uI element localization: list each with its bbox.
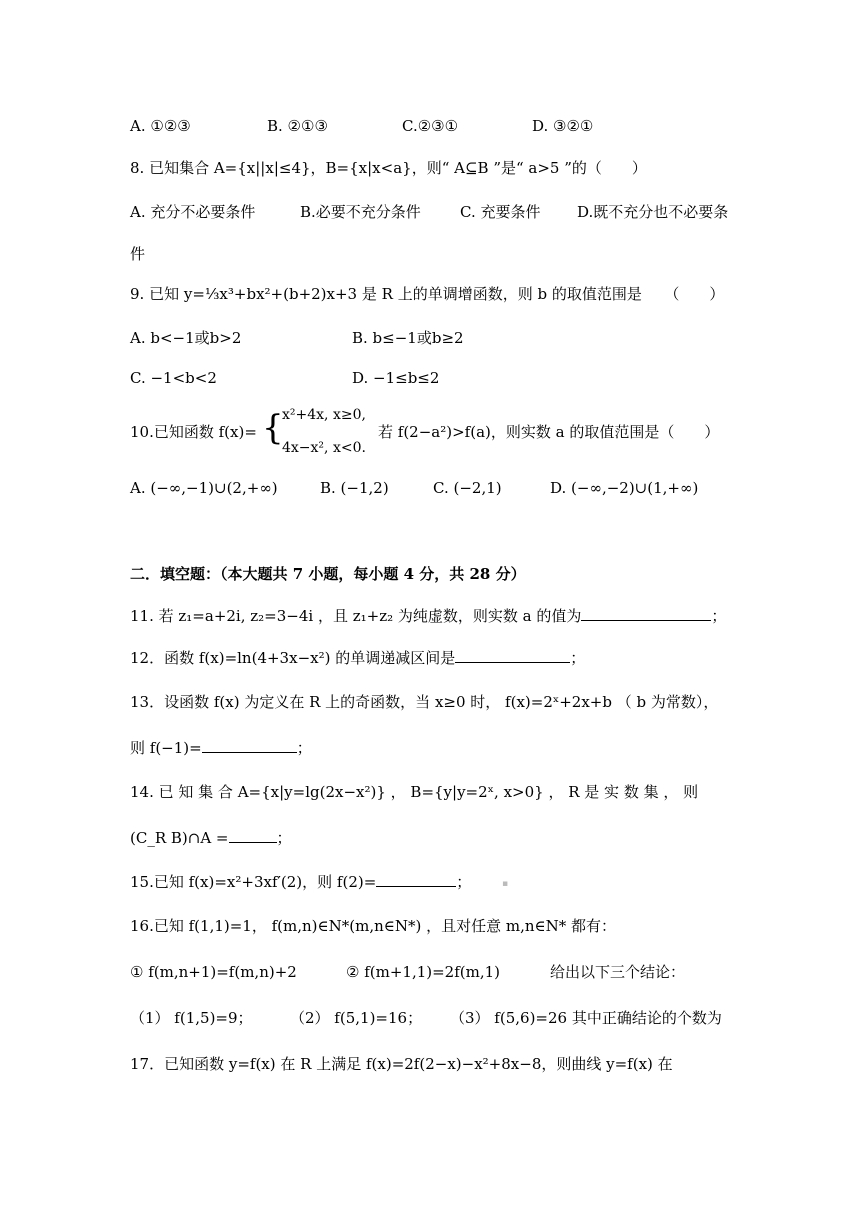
q16-line-1: 16.已知 f(1,1)=1， f(m,n)∈N*(m,n∈N*) ，且对任意 m,n∈N* 都有： bbox=[130, 917, 617, 935]
q9-stem: 9. 已知 y=⅓x³+bx²+(b+2)x+3 是 R 上的单调增函数，则 b 的取值范围是 （ ） bbox=[130, 285, 725, 303]
q15-answer-blank[interactable] bbox=[376, 870, 456, 887]
q14-line-1: 14. 已 知 集 合 A={x|y=lg(2x−x²)} ， B={y|y=2ˣ, x>0} ， R 是 实 数 集 ， 则 bbox=[130, 783, 699, 801]
q15 bbox=[130, 870, 471, 894]
q15-text: 15.已知 f(x)=x²+3xf′(2)，则 f(2)= bbox=[130, 873, 377, 891]
q10-prefix: 10.已知函数 f(x)= bbox=[130, 423, 257, 441]
q14-line-2 bbox=[130, 826, 292, 850]
q14-end: ； bbox=[276, 829, 292, 847]
q11 bbox=[130, 604, 726, 628]
q10-case-2: 4x−x², x<0. bbox=[282, 440, 366, 456]
q16-condition-2: ② f(m+1,1)=2f(m,1) bbox=[346, 963, 501, 981]
q13-line-1: 13．设函数 f(x) 为定义在 R 上的奇函数，当 x≥0 时， f(x)=2ˣ+2x+b （ b 为常数）， bbox=[130, 693, 719, 711]
q10-option-a: A. (−∞,−1)∪(2,+∞) bbox=[130, 479, 278, 497]
q8-option-a: A. 充分不必要条件 bbox=[130, 203, 256, 221]
q13-end: ； bbox=[296, 739, 312, 757]
q8-option-c: C. 充要条件 bbox=[460, 203, 541, 221]
q16-conclusion-2: （2） f(5,1)=16； bbox=[290, 1009, 423, 1027]
q17-line-1: 17．已知函数 y=f(x) 在 R 上满足 f(x)=2f(2−x)−x²+8x−8，则曲线 y=f(x) 在 bbox=[130, 1055, 673, 1073]
q11-answer-blank[interactable] bbox=[581, 604, 711, 621]
q7-option-b: B. ②①③ bbox=[267, 117, 328, 135]
q16-conclusion-3: （3） f(5,6)=26 其中正确结论的个数为 bbox=[450, 1009, 722, 1027]
q10-option-c: C. (−2,1) bbox=[433, 479, 502, 497]
q13-text: 则 f(−1)= bbox=[130, 739, 202, 757]
q10-case-1: x²+4x, x≥0, bbox=[282, 407, 366, 423]
q10-option-b: B. (−1,2) bbox=[320, 479, 389, 497]
q12-text: 12．函数 f(x)=ln(4+3x−x²) 的单调递减区间是 bbox=[130, 649, 456, 667]
q16-condition-1: ① f(m,n+1)=f(m,n)+2 bbox=[130, 963, 297, 981]
section-2-title: 二．填空题：（本大题共 7 小题，每小题 4 分，共 28 分） bbox=[130, 565, 526, 583]
q8-option-b: B.必要不充分条件 bbox=[300, 203, 421, 221]
q12-end: ； bbox=[570, 649, 586, 667]
q11-end: ； bbox=[711, 607, 727, 625]
q8-option-d-continued: 件 bbox=[130, 245, 146, 263]
q9-option-a: A. b<−1或b>2 bbox=[130, 329, 242, 347]
q13-answer-blank[interactable] bbox=[202, 736, 297, 753]
q10-brace: { bbox=[262, 408, 284, 448]
q8-option-d: D.既不充分也不必要条 bbox=[577, 203, 729, 221]
stray-mark: ▪ bbox=[502, 879, 509, 889]
q7-option-d: D. ③②① bbox=[532, 117, 594, 135]
q16-prompt: 给出以下三个结论： bbox=[550, 963, 686, 981]
q15-end: ； bbox=[456, 873, 472, 891]
q10-suffix: 若 f(2−a²)>f(a)，则实数 a 的取值范围是（ ） bbox=[378, 423, 720, 441]
q12-answer-blank[interactable] bbox=[455, 646, 570, 663]
q9-option-d: D. −1≤b≤2 bbox=[352, 369, 440, 387]
q14-answer-blank[interactable] bbox=[229, 826, 277, 843]
q7-option-a: A. ①②③ bbox=[130, 117, 191, 135]
q14-text: (C_R B)∩A = bbox=[130, 829, 229, 847]
q10-option-d: D. (−∞,−2)∪(1,+∞) bbox=[550, 479, 699, 497]
q7-option-c: C.②③① bbox=[402, 117, 459, 135]
q11-text: 11. 若 z₁=a+2i, z₂=3−4i ，且 z₁+z₂ 为纯虚数，则实数 a 的值为 bbox=[130, 607, 582, 625]
q8-stem: 8. 已知集合 A={x||x|≤4}，B={x|x<a}，则“ A⊆B ”是“ a>5 ”的（ ） bbox=[130, 159, 647, 177]
q16-conclusion-1: （1） f(1,5)=9； bbox=[130, 1009, 253, 1027]
q12 bbox=[130, 646, 585, 670]
q13-line-2 bbox=[130, 736, 312, 760]
q9-option-b: B. b≤−1或b≥2 bbox=[352, 329, 464, 347]
q9-option-c: C. −1<b<2 bbox=[130, 369, 217, 387]
